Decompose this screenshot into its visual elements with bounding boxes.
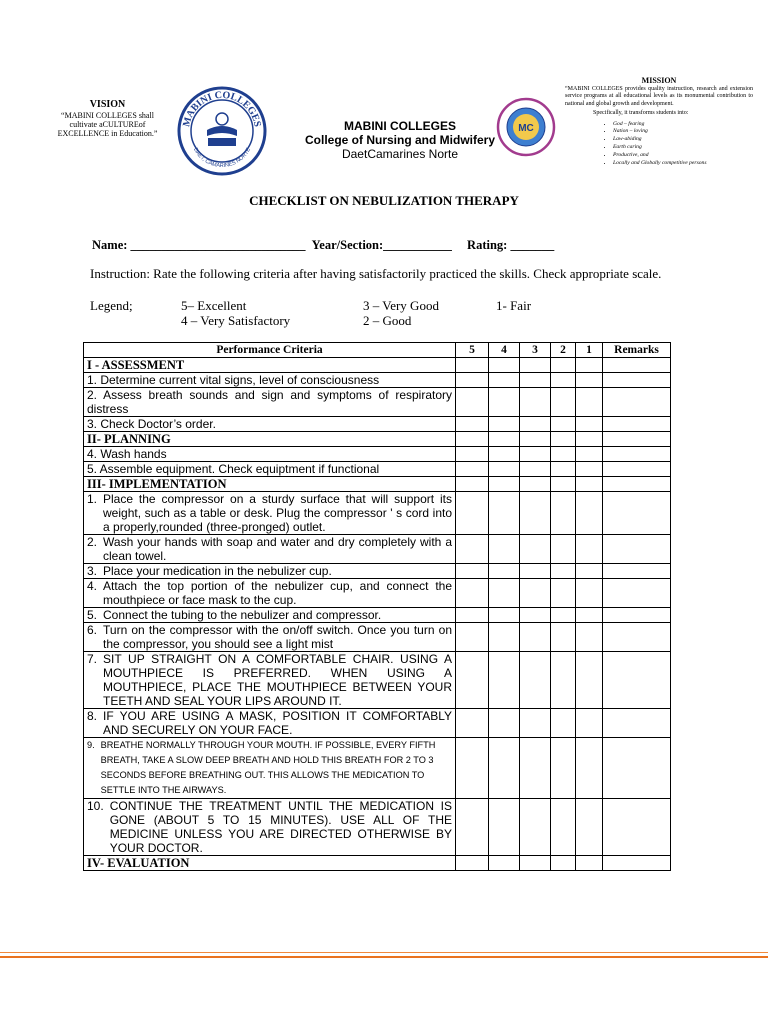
score-4-cell[interactable] xyxy=(489,477,520,492)
footer-rule xyxy=(0,952,768,953)
score-1-cell[interactable] xyxy=(576,564,603,579)
score-4-cell[interactable] xyxy=(489,388,520,417)
score-4-cell[interactable] xyxy=(489,738,520,799)
score-5-cell[interactable] xyxy=(456,623,489,652)
score-1-cell[interactable] xyxy=(576,432,603,447)
section-heading: II- PLANNING xyxy=(84,432,456,447)
college-name: College of Nursing and Midwifery xyxy=(304,133,495,147)
score-5-cell[interactable] xyxy=(456,432,489,447)
score-4-cell[interactable] xyxy=(489,432,520,447)
mission-item: • Nation – loving xyxy=(613,128,753,136)
remarks-cell[interactable] xyxy=(603,358,671,373)
score-2-cell[interactable] xyxy=(551,358,576,373)
mission-paragraph: “MABINI COLLEGES provides quality instruction, research and extension service programs at all educational levels as its monumental contribution to national and global growth and development. xyxy=(565,86,753,107)
mission-block xyxy=(565,76,753,167)
table-row xyxy=(84,579,671,608)
criterion-text: Place your medication in the nebulizer cup. xyxy=(103,564,332,578)
table-row xyxy=(84,447,671,462)
score-3-cell[interactable] xyxy=(520,432,551,447)
table-row xyxy=(84,652,671,709)
score-4-cell[interactable] xyxy=(489,492,520,535)
score-3-cell[interactable] xyxy=(520,856,551,871)
score-2-cell[interactable] xyxy=(551,623,576,652)
mission-item: • Law-abiding xyxy=(613,136,753,144)
name-field[interactable]: Name: ____________________________ xyxy=(92,238,306,252)
remarks-cell[interactable] xyxy=(603,738,671,799)
score-1-cell[interactable] xyxy=(576,579,603,608)
score-5-cell[interactable] xyxy=(456,799,489,856)
table-row xyxy=(84,417,671,432)
criterion-text: IF YOU ARE USING A MASK, POSITION IT COMFORTABLY AND SECURELY ON YOUR FACE. xyxy=(103,709,452,737)
score-2-cell[interactable] xyxy=(551,492,576,535)
criterion-number: 6. xyxy=(87,623,98,637)
criterion-number: 4. xyxy=(87,579,98,593)
score-2-cell[interactable] xyxy=(551,856,576,871)
score-5-cell[interactable] xyxy=(456,652,489,709)
score-4-cell[interactable] xyxy=(489,447,520,462)
score-2-cell[interactable] xyxy=(551,417,576,432)
legend-label: Legend; xyxy=(90,298,133,313)
score-4-cell[interactable] xyxy=(489,623,520,652)
school-name: MABINI COLLEGES xyxy=(343,119,456,133)
score-3-cell[interactable] xyxy=(520,373,551,388)
remarks-cell[interactable] xyxy=(603,492,671,535)
criterion-cell xyxy=(84,623,456,652)
score-2-cell[interactable] xyxy=(551,462,576,477)
school-location: DaetCamarines Norte xyxy=(341,147,459,161)
score-4-cell[interactable] xyxy=(489,799,520,856)
score-1-cell[interactable] xyxy=(576,477,603,492)
score-4-cell[interactable] xyxy=(489,358,520,373)
score-5-cell[interactable] xyxy=(456,417,489,432)
mission-list xyxy=(565,121,753,168)
criterion-number: 3. xyxy=(87,564,98,578)
instruction-text: Instruction: Rate the following criteria after having satisfactorily practiced the skills. Check appropriate scale. xyxy=(90,266,662,281)
score-5-cell[interactable] xyxy=(456,373,489,388)
criteria-table xyxy=(83,342,671,871)
section-row xyxy=(84,432,671,447)
criteria-rows xyxy=(84,358,671,871)
score-4-cell[interactable] xyxy=(489,652,520,709)
score-4-cell[interactable] xyxy=(489,856,520,871)
header-criteria: Performance Criteria xyxy=(84,343,456,358)
criterion-text: Place the compressor on a sturdy surface that will support its weight, such as a table or desk. Plug the compressor ' s cord into a properly,rounded (three-pronged) outlet. xyxy=(103,492,452,534)
remarks-cell[interactable] xyxy=(603,652,671,709)
score-3-cell[interactable] xyxy=(520,417,551,432)
student-fields xyxy=(92,238,554,253)
header-score-5: 5 xyxy=(456,343,489,358)
vision-line: “MABINI COLLEGES shall xyxy=(61,111,154,120)
score-1-cell[interactable] xyxy=(576,623,603,652)
score-3-cell[interactable] xyxy=(520,388,551,417)
criterion-cell xyxy=(84,652,456,709)
criterion-text: 5. Assemble equipment. Check equiptment if functional xyxy=(84,462,456,477)
remarks-cell[interactable] xyxy=(603,373,671,388)
college-seal-logo xyxy=(177,86,267,176)
vision-line: EXCELLENCE in Education.” xyxy=(57,129,158,138)
score-5-cell[interactable] xyxy=(456,608,489,623)
score-4-cell[interactable] xyxy=(489,564,520,579)
legend-2: 2 – Good xyxy=(363,313,412,328)
remarks-cell[interactable] xyxy=(603,417,671,432)
score-5-cell[interactable] xyxy=(456,709,489,738)
legend-5: 5– Excellent xyxy=(181,298,247,313)
table-row xyxy=(84,373,671,388)
score-5-cell[interactable] xyxy=(456,535,489,564)
remarks-cell[interactable] xyxy=(603,564,671,579)
score-1-cell[interactable] xyxy=(576,492,603,535)
score-4-cell[interactable] xyxy=(489,709,520,738)
table-row xyxy=(84,738,671,799)
section-heading: I - ASSESSMENT xyxy=(84,358,456,373)
score-4-cell[interactable] xyxy=(489,579,520,608)
section-heading: IV- EVALUATION xyxy=(84,856,456,871)
score-1-cell[interactable] xyxy=(576,373,603,388)
remarks-cell[interactable] xyxy=(603,799,671,856)
section-row xyxy=(84,358,671,373)
legend-3: 3 – Very Good xyxy=(363,298,439,313)
table-row xyxy=(84,388,671,417)
score-3-cell[interactable] xyxy=(520,564,551,579)
school-header xyxy=(270,120,530,161)
header-remarks: Remarks xyxy=(603,343,671,358)
table-row xyxy=(84,492,671,535)
score-3-cell[interactable] xyxy=(520,358,551,373)
mission-item: • God – fearing xyxy=(613,121,753,129)
score-2-cell[interactable] xyxy=(551,373,576,388)
remarks-cell[interactable] xyxy=(603,709,671,738)
table-row xyxy=(84,462,671,477)
score-5-cell[interactable] xyxy=(456,492,489,535)
score-1-cell[interactable] xyxy=(576,738,603,799)
mission-item: • Productive, and xyxy=(613,152,753,160)
criterion-number: 8. xyxy=(87,709,98,723)
svg-text:MABINI COLLEGES: MABINI COLLEGES xyxy=(181,89,263,128)
footer-rule xyxy=(0,956,768,958)
criterion-text: Turn on the compressor with the on/off switch. Once you turn on the compressor, you should see a light mist xyxy=(103,623,452,651)
criterion-number: 1. xyxy=(87,492,98,506)
table-row xyxy=(84,608,671,623)
score-2-cell[interactable] xyxy=(551,579,576,608)
year-section-field[interactable]: Year/Section:___________ xyxy=(311,238,452,252)
score-2-cell[interactable] xyxy=(551,535,576,564)
header-score-3: 3 xyxy=(520,343,551,358)
remarks-cell[interactable] xyxy=(603,447,671,462)
criterion-text: 2. Assess breath sounds and sign and symptoms of respiratory distress xyxy=(84,388,456,417)
section-row xyxy=(84,856,671,871)
score-2-cell[interactable] xyxy=(551,388,576,417)
criterion-number: 5. xyxy=(87,608,98,622)
remarks-cell[interactable] xyxy=(603,432,671,447)
score-5-cell[interactable] xyxy=(456,447,489,462)
remarks-cell[interactable] xyxy=(603,856,671,871)
score-3-cell[interactable] xyxy=(520,623,551,652)
score-1-cell[interactable] xyxy=(576,535,603,564)
score-2-cell[interactable] xyxy=(551,477,576,492)
score-2-cell[interactable] xyxy=(551,432,576,447)
section-heading: III- IMPLEMENTATION xyxy=(84,477,456,492)
table-row xyxy=(84,709,671,738)
score-4-cell[interactable] xyxy=(489,417,520,432)
mission-title: MISSION xyxy=(641,76,677,85)
criterion-number: 9. xyxy=(87,740,95,750)
criterion-number: 7. xyxy=(87,652,98,666)
legend-4: 4 – Very Satisfactory xyxy=(181,313,291,328)
score-1-cell[interactable] xyxy=(576,856,603,871)
criterion-text: CONTINUE THE TREATMENT UNTIL THE MEDICATION IS GONE (ABOUT 5 TO 15 MINUTES). USE ALL OF THE MEDICINE UNLESS YOU ARE DIRECTED OTHERWISE BY YOUR DOCTOR. xyxy=(109,799,452,855)
score-3-cell[interactable] xyxy=(520,709,551,738)
remarks-cell[interactable] xyxy=(603,579,671,608)
score-2-cell[interactable] xyxy=(551,564,576,579)
header-score-4: 4 xyxy=(489,343,520,358)
score-2-cell[interactable] xyxy=(551,799,576,856)
table-row xyxy=(84,535,671,564)
legend-1: 1- Fair xyxy=(496,298,532,313)
criterion-text: Wash your hands with soap and water and dry completely with a clean towel. xyxy=(103,535,452,563)
table-row xyxy=(84,564,671,579)
criterion-text: BREATHE NORMALLY THROUGH YOUR MOUTH. IF POSSIBLE, EVERY FIFTH BREATH, TAKE A SLOW DEEP BREATH AND HOLD THIS BREATH FOR 2 TO 3 SECONDS BEFORE BREATHING OUT. THIS ALLOWS THE MEDICATION TO SETTLE INTO THE AIRWAYS. xyxy=(100,740,436,795)
score-1-cell[interactable] xyxy=(576,417,603,432)
remarks-cell[interactable] xyxy=(603,462,671,477)
score-1-cell[interactable] xyxy=(576,652,603,709)
score-3-cell[interactable] xyxy=(520,799,551,856)
score-5-cell[interactable] xyxy=(456,579,489,608)
mission-item: • Locally and Globally competitive persons xyxy=(613,160,753,168)
svg-text:DAET, CAMARINES NORTE: DAET, CAMARINES NORTE xyxy=(191,147,253,170)
table-row xyxy=(84,623,671,652)
nursing-seal-logo xyxy=(496,97,556,157)
mission-item: • Earth caring xyxy=(613,144,753,152)
score-5-cell[interactable] xyxy=(456,738,489,799)
remarks-cell[interactable] xyxy=(603,388,671,417)
vision-title: VISION xyxy=(89,99,126,110)
score-3-cell[interactable] xyxy=(520,608,551,623)
remarks-cell[interactable] xyxy=(603,477,671,492)
criterion-text: Connect the tubing to the nebulizer and compressor. xyxy=(103,608,382,622)
score-3-cell[interactable] xyxy=(520,579,551,608)
score-2-cell[interactable] xyxy=(551,709,576,738)
remarks-cell[interactable] xyxy=(603,535,671,564)
criterion-cell xyxy=(84,709,456,738)
score-4-cell[interactable] xyxy=(489,608,520,623)
score-5-cell[interactable] xyxy=(456,856,489,871)
score-3-cell[interactable] xyxy=(520,462,551,477)
mission-paragraph-2: Specifically, it transforms students into: xyxy=(593,110,689,117)
score-3-cell[interactable] xyxy=(520,477,551,492)
score-1-cell[interactable] xyxy=(576,388,603,417)
page-title: CHECKLIST ON NEBULIZATION THERAPY xyxy=(249,193,519,208)
criterion-text: SIT UP STRAIGHT ON A COMFORTABLE CHAIR. USING A MOUTHPIECE IS PREFERRED. WHEN USING A MOUTHPIECE, PLACE THE MOUTHPIECE BETWEEN YOUR TEETH AND SEAL YOUR LIPS AROUND IT. xyxy=(103,652,452,708)
score-4-cell[interactable] xyxy=(489,535,520,564)
vision-block xyxy=(40,100,175,138)
score-3-cell[interactable] xyxy=(520,447,551,462)
score-1-cell[interactable] xyxy=(576,608,603,623)
score-4-cell[interactable] xyxy=(489,373,520,388)
score-3-cell[interactable] xyxy=(520,492,551,535)
score-3-cell[interactable] xyxy=(520,652,551,709)
criterion-text: 4. Wash hands xyxy=(84,447,456,462)
criterion-text: 1. Determine current vital signs, level of consciousness xyxy=(84,373,456,388)
section-row xyxy=(84,477,671,492)
header-score-1: 1 xyxy=(576,343,603,358)
score-5-cell[interactable] xyxy=(456,477,489,492)
criterion-number: 10. xyxy=(87,799,104,813)
criterion-cell xyxy=(84,535,456,564)
score-3-cell[interactable] xyxy=(520,535,551,564)
score-2-cell[interactable] xyxy=(551,738,576,799)
score-1-cell[interactable] xyxy=(576,462,603,477)
score-4-cell[interactable] xyxy=(489,462,520,477)
score-2-cell[interactable] xyxy=(551,447,576,462)
criterion-cell xyxy=(84,579,456,608)
table-header-row xyxy=(84,343,671,358)
criterion-cell xyxy=(84,738,456,799)
score-2-cell[interactable] xyxy=(551,652,576,709)
criterion-text: Attach the top portion of the nebulizer cup, and connect the mouthpiece or face mask to the cup. xyxy=(103,579,452,607)
remarks-cell[interactable] xyxy=(603,623,671,652)
score-3-cell[interactable] xyxy=(520,738,551,799)
criterion-number: 2. xyxy=(87,535,98,549)
criterion-cell xyxy=(84,608,456,623)
criterion-cell xyxy=(84,799,456,856)
score-5-cell[interactable] xyxy=(456,564,489,579)
score-1-cell[interactable] xyxy=(576,358,603,373)
criterion-cell xyxy=(84,492,456,535)
seal-monogram: MC xyxy=(518,123,534,134)
table-row xyxy=(84,799,671,856)
header-score-2: 2 xyxy=(551,343,576,358)
criterion-text: 3. Check Doctor’s order. xyxy=(84,417,456,432)
score-1-cell[interactable] xyxy=(576,709,603,738)
score-5-cell[interactable] xyxy=(456,358,489,373)
score-1-cell[interactable] xyxy=(576,447,603,462)
score-5-cell[interactable] xyxy=(456,388,489,417)
score-5-cell[interactable] xyxy=(456,462,489,477)
rating-field[interactable]: Rating: _______ xyxy=(467,238,555,252)
remarks-cell[interactable] xyxy=(603,608,671,623)
vision-line: cultivate aCULTUREof xyxy=(69,120,146,129)
score-2-cell[interactable] xyxy=(551,608,576,623)
criterion-cell xyxy=(84,564,456,579)
legend xyxy=(90,298,650,328)
score-1-cell[interactable] xyxy=(576,799,603,856)
